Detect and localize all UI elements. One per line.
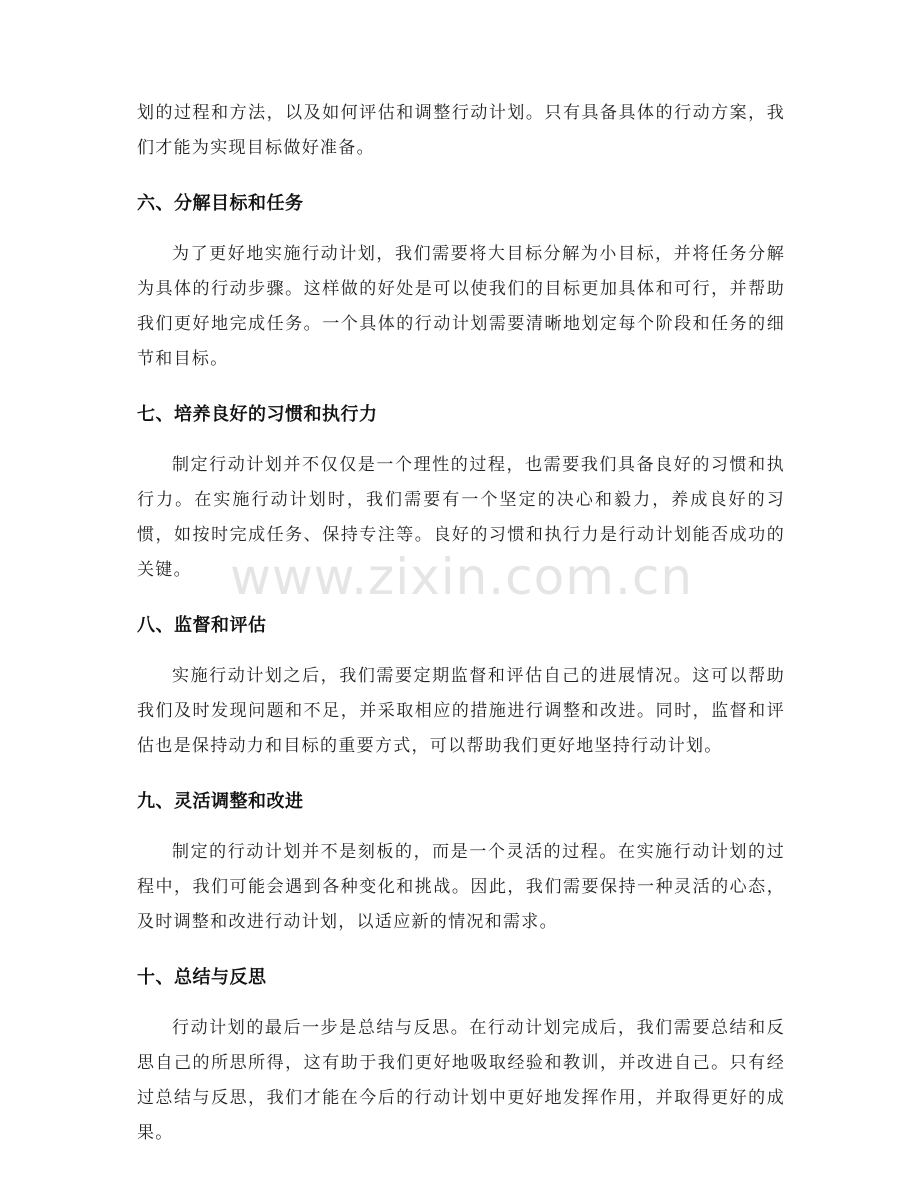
spacer	[137, 432, 785, 448]
spacer	[137, 819, 785, 835]
section-body-8: 实施行动计划之后，我们需要定期监督和评估自己的进展情况。这可以帮助我们及时发现问题和不足，并采取相应的措施进行调整和改进。同时，监督和评估也是保持动力和目标的重要方式，可以帮助我们更好地坚持行动计划。	[137, 666, 785, 756]
spacer	[137, 166, 785, 186]
section-body-9: 制定的行动计划并不是刻板的，而是一个灵活的过程。在实施行动计划的过程中，我们可能会遇到各种变化和挑战。因此，我们需要保持一种灵活的心态，及时调整和改进行动计划，以适应新的情况和需求。	[137, 842, 785, 932]
section-heading-7: 七、培养良好的习惯和执行力	[137, 404, 378, 425]
section-heading-10: 十、总结与反思	[137, 967, 267, 988]
spacer	[137, 940, 785, 960]
section-heading-6: 六、分解目标和任务	[137, 193, 304, 214]
section-heading-8: 八、监督和评估	[137, 615, 267, 636]
document-page	[137, 96, 785, 1151]
section-body-7: 制定行动计划并不仅仅是一个理性的过程，也需要我们具备良好的习惯和执行力。在实施行动计划时，我们需要有一个坚定的决心和毅力，养成良好的习惯，如按时完成任务、保持专注等。良好的习惯和执行力是行动计划能否成功的关键。	[137, 455, 785, 580]
spacer	[137, 995, 785, 1011]
spacer	[137, 221, 785, 237]
section-body-10: 行动计划的最后一步是总结与反思。在行动计划完成后，我们需要总结和反思自己的所思所得，这有助于我们更好地吸取经验和教训，并改进自己。只有经过总结与反思，我们才能在今后的行动计划中更好地发挥作用，并取得更好的成果。	[137, 1018, 785, 1143]
spacer	[137, 588, 785, 608]
spacer	[137, 764, 785, 784]
spacer	[137, 377, 785, 397]
section-heading-9: 九、灵活调整和改进	[137, 791, 304, 812]
section-body-6: 为了更好地实施行动计划，我们需要将大目标分解为小目标，并将任务分解为具体的行动步骤。这样做的好处是可以使我们的目标更加具体和可行，并帮助我们更好地完成任务。一个具体的行动计划需要清晰地划定每个阶段和任务的细节和目标。	[137, 244, 785, 369]
intro-paragraph: 划的过程和方法，以及如何评估和调整行动计划。只有具备具体的行动方案，我们才能为实现目标做好准备。	[137, 103, 785, 158]
spacer	[137, 643, 785, 659]
watermark: www.zixin.com.cn	[230, 548, 694, 606]
